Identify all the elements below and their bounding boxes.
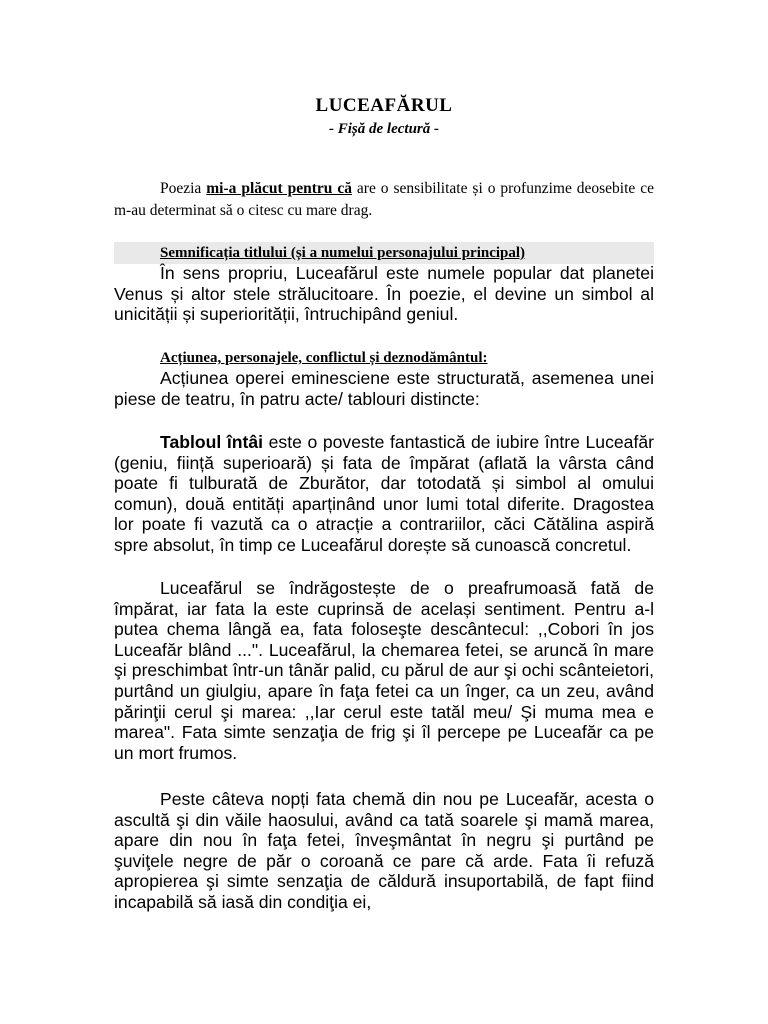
- intro-text-start: Poezia: [160, 180, 207, 197]
- intro-paragraph: [114, 178, 654, 222]
- intro-underlined-phrase: mi-a plăcut pentru că: [206, 180, 352, 197]
- document-subtitle: - Fișă de lectură -: [329, 121, 439, 137]
- first-tableau-label: Tabloul întâi: [160, 432, 264, 452]
- section-heading-plot: Acțiunea, personajele, conflictul și deznodământul:: [160, 350, 488, 366]
- first-tableau-text: este o poveste fantastică de iubire între Luceafăr (geniu, ființă superioară) și fata de împărat (aflată la vârsta când poate fi tulburată de Zburător, dar totodată și simbol al omului comun), două entități aparținând unor lumi total diferite. Dragostea lor poate fi vazută ca o atracție a contrariilor, căci Cătălina aspiră spre absolut, în timp ce Luceafărul dorește să cunoască concretul.: [114, 432, 654, 555]
- section-heading-title-meaning: Semnificația titlului (și a numelui personajului principal): [160, 245, 526, 261]
- paragraph-catalina-love: Luceafărul se îndrăgostește de o preafrumoasă fată de împărat, iar fata la este cuprinsă de același sentiment. Pentru a-l putea chema lângă ea, fata foloseşte descântecul: ,,Cobori în jos Luceafăr blând ...". Luceafărul, la chemarea fetei, se aruncă în mare şi preschimbat într-un tânăr palid, cu părul de aur şi ochi scânteietori, purtând un giulgiu, apare în faţa fetei ca un înger, ca un zeu, având părinţii cerul şi marea: ,,Iar cerul este tatăl meu/ Şi muma mea e marea". Fata simte senzaţia de frig şi îl percepe pe Luceafăr ca pe un mort frumos.: [114, 578, 654, 763]
- paragraph-title-meaning: În sens propriu, Luceafărul este numele popular dat planetei Venus și altor stele strălucitoare. În poezie, el devine un simbol al unicității și superiorității, întruchipând geniul.: [114, 263, 654, 325]
- intro-text-end: are o sensibilitate și o profunzime deosebite ce m-au determinat să o citesc cu mare drag.: [114, 180, 654, 219]
- paragraph-first-tableau: [114, 432, 654, 556]
- paragraph-second-call: Peste câteva nopți fata chemă din nou pe Luceafăr, acesta o ascultă şi din văile haosului, având ca tată soarele şi mamă marea, apare din nou în faţa fetei, înveşmântat în negru şi purtând pe şuviţele negre de păr o coroană ce pare că arde. Fata îi refuză apropierea şi simte senzaţia de căldură insuportabilă, de fapt fiind incapabilă să iasă din condiţia ei,: [114, 789, 654, 912]
- document-title: LUCEAFĂRUL: [315, 95, 453, 116]
- paragraph-structure: Acțiunea operei eminesciene este structurată, asemenea unei piese de teatru, în patru acte/ tablouri distincte:: [114, 368, 654, 409]
